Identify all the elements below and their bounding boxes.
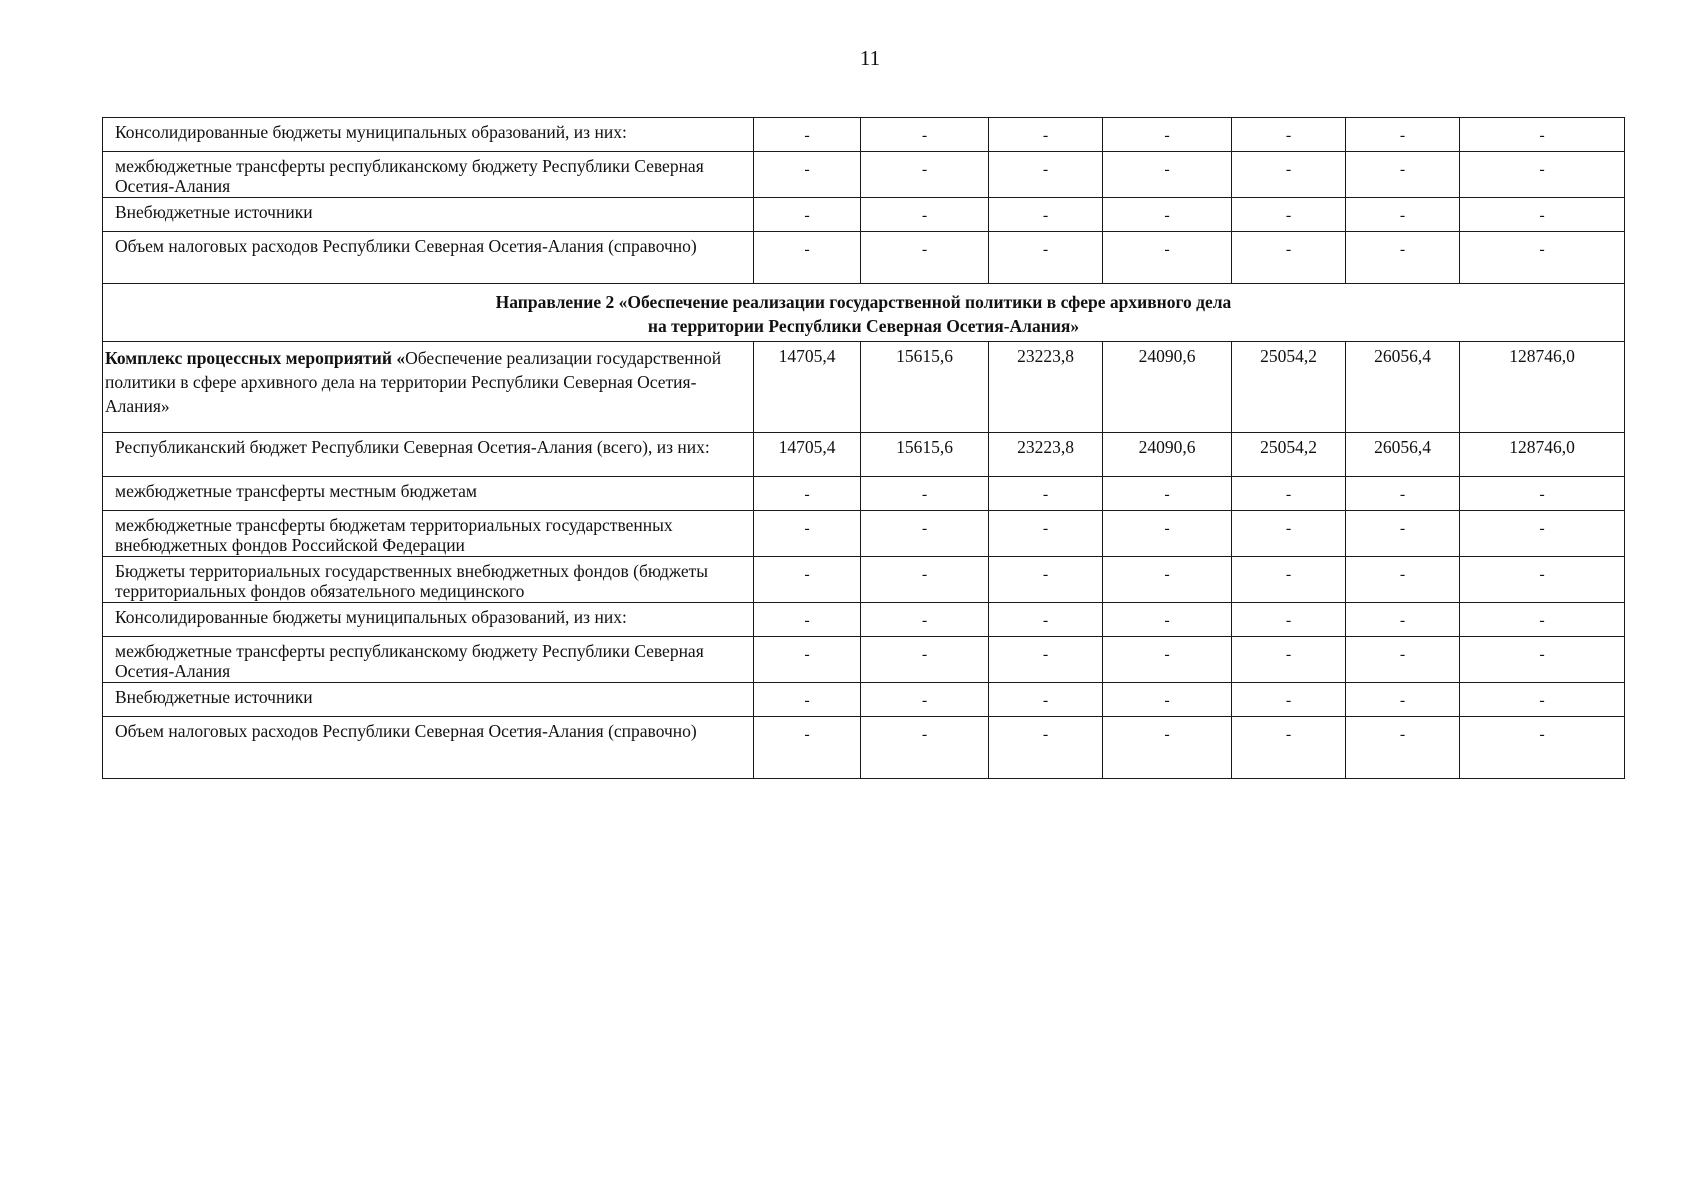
row-value: - [989, 637, 1103, 683]
table-row [103, 637, 1625, 683]
row-value: - [861, 477, 989, 511]
table-row [103, 511, 1625, 557]
table-row [103, 152, 1625, 198]
row-value: - [861, 603, 989, 637]
table-body-bottom [103, 433, 1625, 779]
row-value: - [861, 198, 989, 232]
row-label: Бюджеты территориальных государственных внебюджетных фондов (бюджеты территориальных фондов обязательного медицинского [103, 557, 754, 603]
complex-row [103, 342, 1625, 433]
row-value: - [1103, 603, 1232, 637]
row-value: - [1232, 717, 1346, 779]
row-label: Консолидированные бюджеты муниципальных образований, из них: [103, 118, 754, 152]
row-value: 128746,0 [1460, 433, 1625, 477]
complex-value: 26056,4 [1346, 342, 1460, 433]
row-value: - [989, 477, 1103, 511]
row-value: - [989, 198, 1103, 232]
row-value: - [861, 683, 989, 717]
row-value: - [989, 511, 1103, 557]
row-value: - [989, 603, 1103, 637]
row-value: - [1346, 557, 1460, 603]
row-value: - [754, 118, 861, 152]
row-value: - [1460, 232, 1625, 284]
row-value: - [1346, 717, 1460, 779]
row-value: - [861, 232, 989, 284]
row-value: - [1346, 603, 1460, 637]
row-value: - [1460, 118, 1625, 152]
complex-label-cell [103, 342, 754, 433]
row-value: - [1460, 557, 1625, 603]
complex-value: 23223,8 [989, 342, 1103, 433]
table-row [103, 683, 1625, 717]
row-value: - [754, 603, 861, 637]
complex-value: 14705,4 [754, 342, 861, 433]
row-value: - [1103, 717, 1232, 779]
row-value: 25054,2 [1232, 433, 1346, 477]
row-value: - [754, 511, 861, 557]
row-value: - [1103, 557, 1232, 603]
row-label: Консолидированные бюджеты муниципальных образований, из них: [103, 603, 754, 637]
row-value: - [754, 557, 861, 603]
section-header-cell [103, 284, 1625, 342]
row-value: - [1346, 118, 1460, 152]
table-row [103, 198, 1625, 232]
row-value: - [1232, 683, 1346, 717]
row-value: - [861, 511, 989, 557]
row-value: - [1460, 198, 1625, 232]
complex-value: 24090,6 [1103, 342, 1232, 433]
row-value: - [1346, 637, 1460, 683]
row-value: - [1232, 152, 1346, 198]
row-value: 23223,8 [989, 433, 1103, 477]
section-title-line1: Направление 2 «Обеспечение реализации государственной политики в сфере архивного дела [495, 292, 1232, 312]
complex-value: 25054,2 [1232, 342, 1346, 433]
row-value: - [754, 637, 861, 683]
row-value: - [1103, 198, 1232, 232]
row-value: - [1346, 683, 1460, 717]
row-value: - [1232, 557, 1346, 603]
row-label: Республиканский бюджет Республики Северная Осетия-Алания (всего), из них: [103, 433, 754, 477]
row-label: Внебюджетные источники [103, 198, 754, 232]
row-value: - [1460, 603, 1625, 637]
row-label: межбюджетные трансферты местным бюджетам [103, 477, 754, 511]
row-value: 24090,6 [1103, 433, 1232, 477]
table-row [103, 232, 1625, 284]
row-value: - [989, 557, 1103, 603]
row-value: - [1103, 683, 1232, 717]
row-value: - [754, 717, 861, 779]
section-header-group [103, 284, 1625, 433]
table-row [103, 433, 1625, 477]
row-value: - [1232, 198, 1346, 232]
table-body-top [103, 118, 1625, 284]
row-value: - [861, 637, 989, 683]
row-value: - [1103, 232, 1232, 284]
row-value: - [861, 118, 989, 152]
row-value: 15615,6 [861, 433, 989, 477]
row-label: межбюджетные трансферты республиканскому бюджету Республики Северная Осетия-Алания [103, 152, 754, 198]
row-value: - [861, 717, 989, 779]
row-value: - [1460, 511, 1625, 557]
row-value: - [989, 717, 1103, 779]
row-value: - [1103, 477, 1232, 511]
row-label: межбюджетные трансферты бюджетам территориальных государственных внебюджетных фондов Российской Федерации [103, 511, 754, 557]
row-value: - [1346, 152, 1460, 198]
complex-label-bold: Комплекс процессных мероприятий « [105, 348, 406, 368]
row-value: - [1346, 511, 1460, 557]
row-value: - [1346, 198, 1460, 232]
row-value: - [989, 152, 1103, 198]
row-value: - [861, 557, 989, 603]
table-row [103, 717, 1625, 779]
row-value: - [1232, 232, 1346, 284]
complex-label-rest: Обеспечение реализации государственной политики в сфере архивного дела на территории Республики Северная Осетия-Алания» [105, 348, 722, 416]
row-value: - [754, 477, 861, 511]
row-value: - [1460, 152, 1625, 198]
row-value: 14705,4 [754, 433, 861, 477]
table-row [103, 118, 1625, 152]
row-label: межбюджетные трансферты республиканскому бюджету Республики Северная Осетия-Алания [103, 637, 754, 683]
row-value: - [989, 683, 1103, 717]
table-row [103, 477, 1625, 511]
row-value: - [989, 232, 1103, 284]
budget-table [102, 117, 1625, 779]
row-value: - [754, 152, 861, 198]
row-value: - [754, 232, 861, 284]
section-title-line2: на территории Республики Северная Осетия-Алания» [647, 316, 1080, 336]
row-value: - [1346, 477, 1460, 511]
row-label: Объем налоговых расходов Республики Северная Осетия-Алания (справочно) [103, 717, 754, 779]
table-row [103, 603, 1625, 637]
row-value: - [989, 118, 1103, 152]
row-value: - [1103, 511, 1232, 557]
row-value: - [1103, 152, 1232, 198]
row-value: - [1232, 637, 1346, 683]
row-value: - [1346, 232, 1460, 284]
row-value: - [754, 198, 861, 232]
page-number: 11 [859, 46, 881, 70]
complex-value: 15615,6 [861, 342, 989, 433]
row-value: - [1232, 477, 1346, 511]
row-value: - [1460, 683, 1625, 717]
row-label: Внебюджетные источники [103, 683, 754, 717]
row-value: - [1460, 477, 1625, 511]
row-value: - [1460, 637, 1625, 683]
row-value: - [1232, 603, 1346, 637]
row-value: - [1460, 717, 1625, 779]
row-label: Объем налоговых расходов Республики Северная Осетия-Алания (справочно) [103, 232, 754, 284]
row-value: - [861, 152, 989, 198]
row-value: - [1103, 637, 1232, 683]
row-value: 26056,4 [1346, 433, 1460, 477]
section-header-row [103, 284, 1625, 342]
row-value: - [1103, 118, 1232, 152]
row-value: - [754, 683, 861, 717]
row-value: - [1232, 118, 1346, 152]
complex-value: 128746,0 [1460, 342, 1625, 433]
table-row [103, 557, 1625, 603]
row-value: - [1232, 511, 1346, 557]
